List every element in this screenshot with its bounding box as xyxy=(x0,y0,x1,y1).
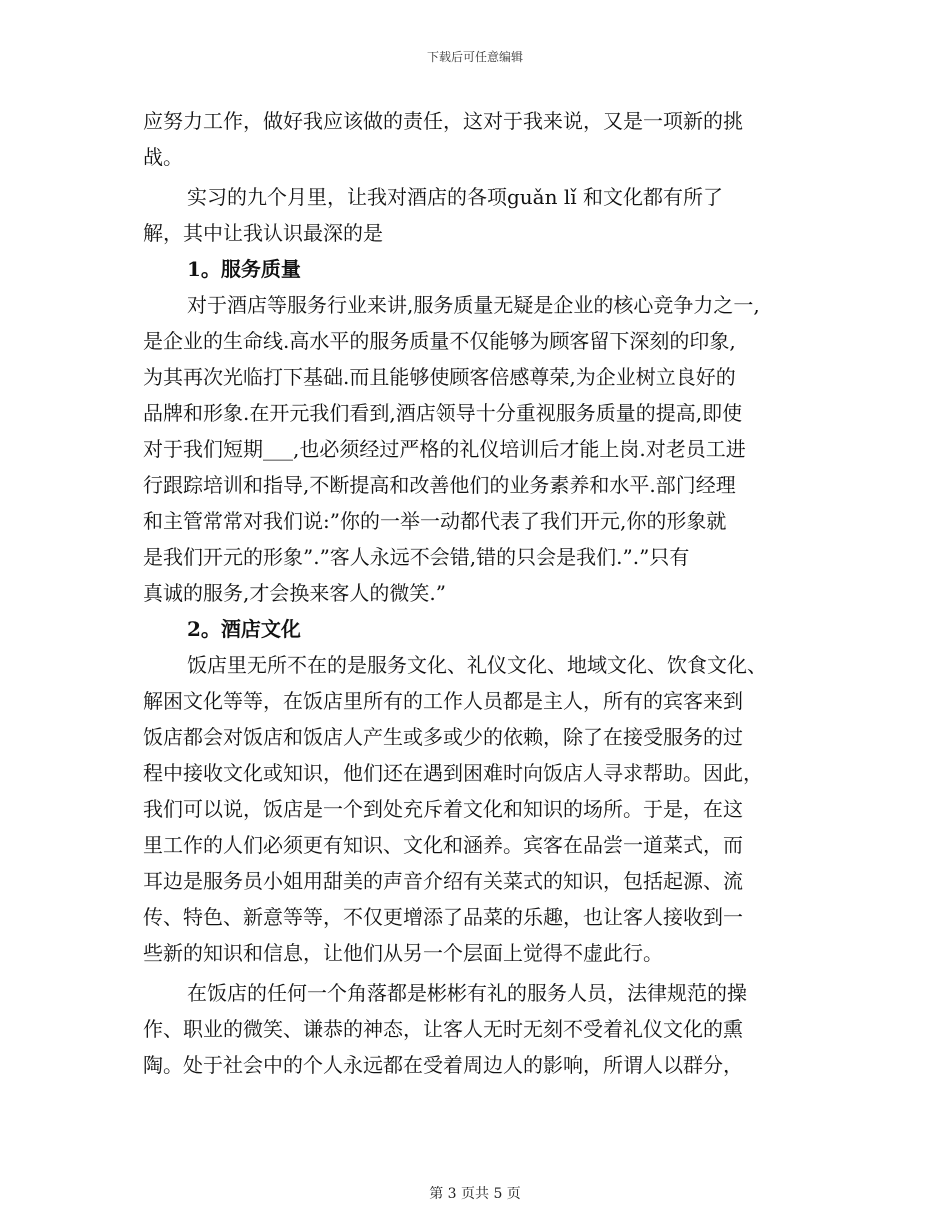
text-line: 我们可以说，饭店是一个到处充斥着文化和知识的场所。于是，在这 xyxy=(143,797,743,821)
text-line: 品牌和形象.在开元我们看到,酒店领导十分重视服务质量的提高,即使 xyxy=(143,401,743,425)
text-line: 为其再次光临打下基础.而且能够使顾客倍感尊荣,为企业树立良好的 xyxy=(143,365,736,389)
section-heading: 2。酒店文化 xyxy=(187,617,301,641)
text-line: 陶。处于社会中的个人永远都在受着周边人的影响，所谓人以群分， xyxy=(143,1053,743,1077)
document-body xyxy=(143,103,819,1083)
text-line: 作、职业的微笑、谦恭的神态，让客人无时无刻不受着礼仪文化的熏 xyxy=(143,1017,743,1041)
text-line: 耳边是服务员小姐用甜美的声音介绍有关菜式的知识，包括起源、流 xyxy=(143,869,743,893)
text-line: 传、特色、新意等等，不仅更增添了品菜的乐趣，也让客人接收到一 xyxy=(143,905,743,929)
text-line: 里工作的人们必须更有知识、文化和涵养。宾客在品尝一道菜式，而 xyxy=(143,833,743,857)
page-footer: 第 3 页共 5 页 xyxy=(429,1186,521,1202)
text-line: 饭店里无所不在的是服务文化、礼仪文化、地域文化、饮食文化、 xyxy=(187,653,767,677)
text-line: 应努力工作，做好我应该做的责任，这对于我来说，又是一项新的挑 xyxy=(143,109,743,133)
text-line: 战。 xyxy=(143,145,183,169)
text-line: 对于我们短期___,也必须经过严格的礼仪培训后才能上岗.对老员工进 xyxy=(143,437,746,461)
text-line: 行跟踪培训和指导,不断提高和改善他们的业务素养和水平.部门经理 xyxy=(143,473,736,497)
text-line: 解，其中让我认识最深的是 xyxy=(143,221,383,245)
page-header: 下载后可任意编辑 xyxy=(426,50,523,64)
text-line: 是我们开元的形象”.”客人永远不会错,错的只会是我们.”.”只有 xyxy=(143,545,690,569)
text-line: 是企业的生命线.高水平的服务质量不仅能够为顾客留下深刻的印象, xyxy=(143,329,736,353)
text-line: 实习的九个月里，让我对酒店的各项guǎn lǐ 和文化都有所了 xyxy=(187,185,723,209)
text-line: 真诚的服务,才会换来客人的微笑.” xyxy=(143,581,446,605)
text-line: 解困文化等等，在饭店里所有的工作人员都是主人，所有的宾客来到 xyxy=(143,689,743,713)
section-heading: 1。服务质量 xyxy=(187,257,301,281)
text-line: 对于酒店等服务行业来讲,服务质量无疑是企业的核心竞争力之一, xyxy=(187,293,760,317)
text-line: 程中接收文化或知识，他们还在遇到困难时向饭店人寻求帮助。因此， xyxy=(143,761,763,785)
text-line: 和主管常常对我们说:”你的一举一动都代表了我们开元,你的形象就 xyxy=(143,509,727,533)
text-line: 在饭店的任何一个角落都是彬彬有礼的服务人员，法律规范的操 xyxy=(187,981,747,1005)
text-line: 饭店都会对饭店和饭店人产生或多或少的依赖，除了在接受服务的过 xyxy=(143,725,743,749)
text-line: 些新的知识和信息，让他们从另一个层面上觉得不虚此行。 xyxy=(143,941,663,965)
